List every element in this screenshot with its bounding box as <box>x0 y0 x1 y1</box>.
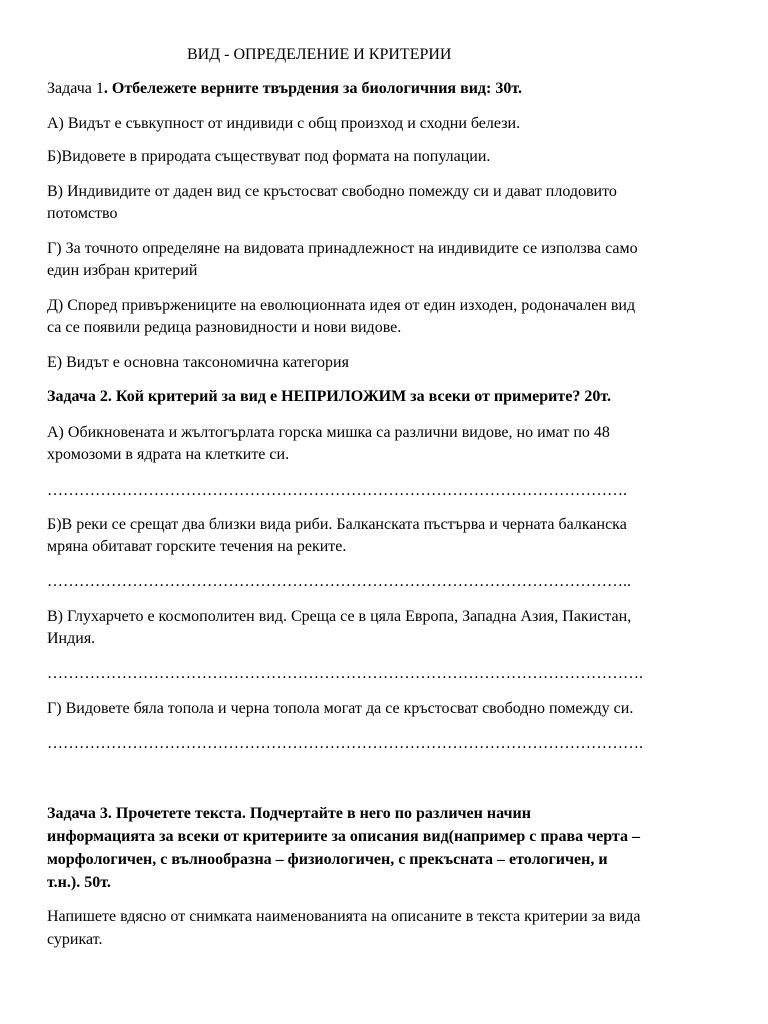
task2-text: . Кой критерий за вид е НЕПРИЛОЖИМ за всеки от примерите? 20т. <box>107 388 611 405</box>
task1-item-a: А) Видът е съвкупност от индивиди с общ произход и сходни белези. <box>47 115 521 132</box>
task2-answer-b[interactable]: ……………………………………………………………………………………………….. <box>47 573 631 590</box>
task1-item-d-line2: са се появили редица разновидности и нови видове. <box>47 319 402 336</box>
task3-instruction-line2: сурикат. <box>47 931 103 948</box>
task2-label: Задача 2 <box>47 388 108 405</box>
task1-item-b: Б)Видовете в природата съществуват под формата на популации. <box>47 148 491 165</box>
task2-item-a-line2: хромозоми в ядрата на клетките си. <box>47 446 290 463</box>
task3-heading-line4: т.н.). 50т. <box>47 874 111 891</box>
task3-heading-line3: морфологичен, с вълнообразна – физиологичен, с прекъсната – етологичен, и <box>47 851 608 868</box>
task3-heading-line2: информацията за всеки от критериите за описания вид(например с права черта – <box>47 828 640 845</box>
task2-item-b-line1: Б)В реки се срещат два близки вида риби. Балканската пъстърва и черната балканска <box>47 516 627 533</box>
task1-item-g-line2: един избран критерий <box>47 262 198 279</box>
task1-heading <box>47 78 522 100</box>
task1-item-d-line1: Д) Според привържениците на еволюционната идея от един изходен, родоначален вид <box>47 297 636 314</box>
task2-item-a-line1: А) Обикновената и жълтогърлата горска мишка са различни видове, но имат по 48 <box>47 424 610 441</box>
task2-item-v-line1: В) Глухарчето е космополитен вид. Среща се в цяла Европа, Западна Азия, Пакистан, <box>47 608 632 625</box>
task2-answer-g[interactable]: …………………………………………………………………………………………………. <box>47 735 643 752</box>
task2-heading <box>47 386 611 408</box>
task2-answer-a[interactable]: ………………………………………………………………………………………………. <box>47 482 627 499</box>
task3-instruction-line1: Напишете вдясно от снимката наименованията на описаните в текста критерии за вида <box>47 908 641 925</box>
task3-heading-line1: Задача 3. Прочетете текста. Подчертайте в него по различен начин <box>47 805 531 822</box>
task2-answer-v[interactable]: …………………………………………………………………………………………………. <box>47 665 643 682</box>
task2-item-b-line2: мряна обитават горските течения на реките. <box>47 538 347 555</box>
task2-item-v-line2: Индия. <box>47 630 96 647</box>
task1-text: . Отбележете верните твърдения за биологичния вид: 30т. <box>103 80 522 97</box>
task1-label: Задача 1 <box>47 80 104 97</box>
task2-item-g: Г) Видовете бяла топола и черна топола могат да се кръстосват свободно помежду си. <box>47 700 634 717</box>
task1-item-e: Е) Видът е основна таксономична категория <box>47 354 349 371</box>
page-title: ВИД - ОПРЕДЕЛЕНИЕ И КРИТЕРИИ <box>187 46 452 63</box>
task1-item-v-line1: В) Индивидите от даден вид се кръстосват свободно помежду си и дават плодовито <box>47 183 617 200</box>
task1-item-g-line1: Г) За точното определяне на видовата принадлежност на индивидите се използва само <box>47 240 638 257</box>
task1-item-v-line2: потомство <box>47 205 118 222</box>
